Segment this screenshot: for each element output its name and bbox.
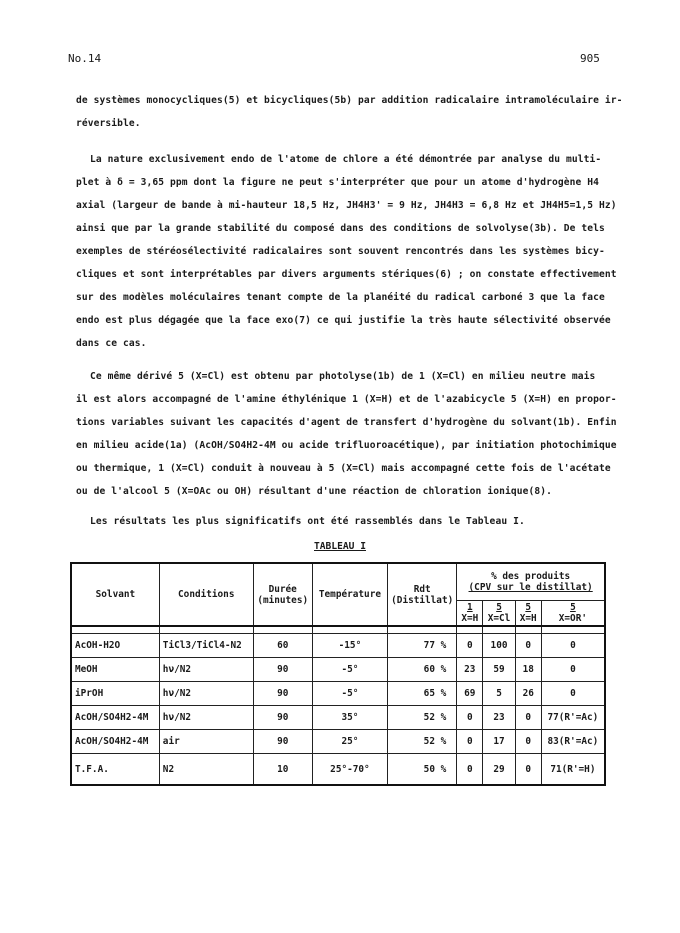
text-line: en milieu acide(1a) (AcOH/SO4H2-4M ou acide trifluoroacétique), par initiation photochimique <box>76 440 617 451</box>
cell-temperature: -5° <box>312 658 387 682</box>
cell-conditions: hν/N2 <box>159 706 253 730</box>
cell-rdt: 52 % <box>388 706 457 730</box>
cell-product: 69 <box>457 682 483 706</box>
compound-number: 1 <box>466 602 473 613</box>
table-caption <box>0 541 680 552</box>
cell-product: 83(R'=Ac) <box>541 730 605 754</box>
header-product <box>457 601 483 627</box>
header-duree: Durée (minutes) <box>253 563 312 626</box>
header-solvant: Solvant <box>71 563 159 626</box>
cell-product: 0 <box>457 706 483 730</box>
header-produits-title: % des produits <box>491 571 571 582</box>
text-line: ou de l'alcool 5 (X=OAc ou OH) résultant d'une réaction de chloration ionique(8). <box>76 486 552 497</box>
cell-rdt: 77 % <box>388 634 457 658</box>
page-number: 905 <box>580 52 600 65</box>
cell-product: 23 <box>457 658 483 682</box>
cell-solvant: MeOH <box>71 658 159 682</box>
cell-solvant: T.F.A. <box>71 754 159 786</box>
text-line: dans ce cas. <box>76 338 147 349</box>
cell-product: 0 <box>541 634 605 658</box>
compound-label: X=H <box>461 613 479 624</box>
cell-temperature: -5° <box>312 682 387 706</box>
compound-label: X=H <box>519 613 537 624</box>
cell-product: 29 <box>483 754 515 786</box>
header-product <box>483 601 515 627</box>
cell-product: 0 <box>541 658 605 682</box>
text-line: La nature exclusivement endo de l'atome de chlore a été démontrée par analyse du multi- <box>90 154 602 165</box>
cell-product: 18 <box>515 658 541 682</box>
cell-product: 100 <box>483 634 515 658</box>
header-product <box>515 601 541 627</box>
text-line: cliques et sont interprétables par divers arguments stériques(6) ; on constate effectivement <box>76 269 617 280</box>
results-table <box>70 562 606 786</box>
table-row <box>71 682 605 706</box>
cell-product: 26 <box>515 682 541 706</box>
cell-conditions: air <box>159 730 253 754</box>
text-line: endo est plus dégagée que la face exo(7) ce qui justifie la très haute sélectivité observée <box>76 315 611 326</box>
text-line: axial (largeur de bande à mi-hauteur 18,5 Hz, JH4H3' = 9 Hz, JH4H3 = 6,8 Hz et JH4H5=1,5 Hz) <box>76 200 617 211</box>
header-produits <box>457 563 605 601</box>
journal-issue-number: No.14 <box>68 52 102 65</box>
cell-solvant: iPrOH <box>71 682 159 706</box>
cell-solvant: AcOH/SO4H2-4M <box>71 730 159 754</box>
text-line: Ce même dérivé 5 (X=Cl) est obtenu par photolyse(1b) de 1 (X=Cl) en milieu neutre mais <box>90 371 596 382</box>
cell-product: 0 <box>457 730 483 754</box>
text-line: sur des modèles moléculaires tenant compte de la planéité du radical carboné 3 que la face <box>76 292 605 303</box>
cell-product: 0 <box>541 682 605 706</box>
cell-rdt: 50 % <box>388 754 457 786</box>
text-line: ainsi que par la grande stabilité du composé dans des conditions de solvolyse(3b). De tels <box>76 223 605 234</box>
cell-duree: 90 <box>253 658 312 682</box>
cell-product: 17 <box>483 730 515 754</box>
cell-duree: 90 <box>253 730 312 754</box>
cell-product: 77(R'=Ac) <box>541 706 605 730</box>
cell-product: 0 <box>457 634 483 658</box>
compound-number: 5 <box>570 602 576 613</box>
paragraph-3 <box>76 365 617 503</box>
compound-number: 5 <box>525 602 532 613</box>
table-row <box>71 754 605 786</box>
cell-rdt: 60 % <box>388 658 457 682</box>
compound-number: 5 <box>496 602 502 613</box>
cell-temperature: 25°-70° <box>312 754 387 786</box>
cell-conditions: hν/N2 <box>159 682 253 706</box>
cell-product: 59 <box>483 658 515 682</box>
cell-product: 0 <box>515 634 541 658</box>
cell-conditions: N2 <box>159 754 253 786</box>
header-temperature: Température <box>312 563 387 626</box>
text-line: plet à δ = 3,65 ppm dont la figure ne peut s'interpréter que pour un atome d'hydrogène H4 <box>76 177 599 188</box>
header-produits-sub: (CPV sur le distillat) <box>468 582 593 593</box>
text-line: tions variables suivant les capacités d'agent de transfert d'hydrogène du solvant(1b). Enfin <box>76 417 617 428</box>
cell-solvant: AcOH/SO4H2-4M <box>71 706 159 730</box>
paragraph-2 <box>76 148 617 355</box>
cell-product: 0 <box>515 706 541 730</box>
paragraph-1 <box>76 89 623 135</box>
text-line: Les résultats les plus significatifs ont été rassemblés dans le Tableau I. <box>90 516 525 527</box>
header-rdt: Rdt (Distillat) <box>388 563 457 626</box>
cell-temperature: 35° <box>312 706 387 730</box>
cell-duree: 10 <box>253 754 312 786</box>
cell-conditions: TiCl3/TiCl4-N2 <box>159 634 253 658</box>
cell-duree: 60 <box>253 634 312 658</box>
cell-duree: 90 <box>253 682 312 706</box>
table-row <box>71 658 605 682</box>
cell-solvant: AcOH-H2O <box>71 634 159 658</box>
cell-temperature: 25° <box>312 730 387 754</box>
text-line: ou thermique, 1 (X=Cl) conduit à nouveau à 5 (X=Cl) mais accompagné cette fois de l'acétate <box>76 463 611 474</box>
cell-duree: 90 <box>253 706 312 730</box>
cell-product: 0 <box>515 754 541 786</box>
paragraph-4 <box>76 510 606 533</box>
table-row <box>71 706 605 730</box>
cell-rdt: 52 % <box>388 730 457 754</box>
compound-label: X=OR' <box>558 613 587 624</box>
cell-product: 23 <box>483 706 515 730</box>
table-row <box>71 730 605 754</box>
text-line: il est alors accompagné de l'amine éthylénique 1 (X=H) et de l'azabicycle 5 (X=H) en propor- <box>76 394 617 405</box>
header-conditions: Conditions <box>159 563 253 626</box>
cell-temperature: -15° <box>312 634 387 658</box>
cell-product: 5 <box>483 682 515 706</box>
table-caption-text: TABLEAU I <box>314 541 366 552</box>
cell-product: 0 <box>515 730 541 754</box>
cell-conditions: hν/N2 <box>159 658 253 682</box>
cell-product: 0 <box>457 754 483 786</box>
compound-label: X=Cl <box>487 613 511 624</box>
cell-rdt: 65 % <box>388 682 457 706</box>
text-line: exemples de stéréosélectivité radicalaires sont souvent rencontrés dans les systèmes bicy- <box>76 246 605 257</box>
text-line: réversible. <box>76 118 141 129</box>
text-line: de systèmes monocycliques(5) et bicycliques(5b) par addition radicalaire intramoléculaire ir- <box>76 95 623 106</box>
header-product <box>541 601 605 627</box>
cell-product: 71(R'=H) <box>541 754 605 786</box>
table-row <box>71 634 605 658</box>
